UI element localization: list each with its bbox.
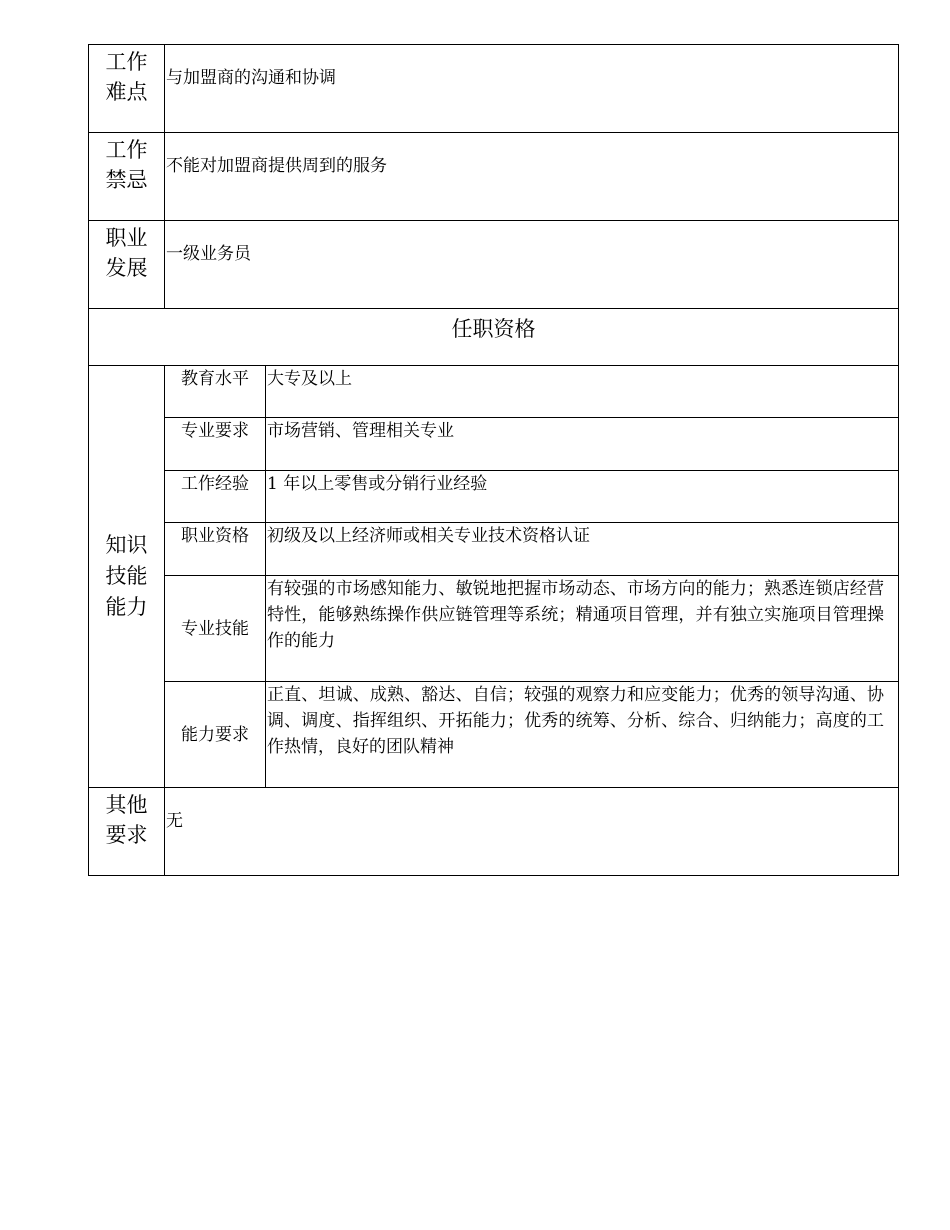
major-requirement-value: 市场营销、管理相关专业 (266, 418, 899, 471)
career-development-value: 一级业务员 (165, 221, 899, 309)
ability-requirements-value: 正直、坦诚、成熟、豁达、自信；较强的观察力和应变能力；优秀的领导沟通、协调、调度、指挥组织、开拓能力；优秀的统筹、分析、综合、归纳能力；高度的工作热情，良好的团队精神 (266, 682, 899, 788)
professional-qualification-label: 职业资格 (165, 523, 266, 576)
education-value: 大专及以上 (266, 366, 899, 418)
work-difficulty-value: 与加盟商的沟通和协调 (165, 45, 899, 133)
ability-requirements-label: 能力要求 (165, 682, 266, 788)
professional-skills-value: 有较强的市场感知能力、敏锐地把握市场动态、市场方向的能力；熟悉连锁店经营特性，能够熟练操作供应链管理等系统；精通项目管理，并有独立实施项目管理操作的能力 (266, 576, 899, 682)
work-experience-value: 1 年以上零售或分销行业经验 (266, 471, 899, 523)
row-ability-requirements (89, 682, 899, 788)
row-professional-skills (89, 576, 899, 682)
row-professional-qualification (89, 523, 899, 576)
work-experience-label: 工作经验 (165, 471, 266, 523)
other-requirements-label: 其他 要求 (89, 788, 165, 876)
education-label: 教育水平 (165, 366, 266, 418)
work-difficulty-label: 工作 难点 (89, 45, 165, 133)
row-education (89, 366, 899, 418)
work-taboo-label: 工作 禁忌 (89, 133, 165, 221)
row-work-experience (89, 471, 899, 523)
professional-skills-label: 专业技能 (165, 576, 266, 682)
professional-qualification-value: 初级及以上经济师或相关专业技术资格认证 (266, 523, 899, 576)
row-work-difficulty (89, 45, 899, 133)
qualification-section-title: 任职资格 (89, 309, 899, 366)
row-career-development (89, 221, 899, 309)
job-spec-table (88, 44, 899, 876)
row-other-requirements (89, 788, 899, 876)
row-qualification-title (89, 309, 899, 366)
row-major-requirement (89, 418, 899, 471)
job-description-document (88, 44, 899, 876)
major-requirement-label: 专业要求 (165, 418, 266, 471)
other-requirements-value: 无 (165, 788, 899, 876)
work-taboo-value: 不能对加盟商提供周到的服务 (165, 133, 899, 221)
knowledge-skills-ability-label: 知识 技能 能力 (89, 366, 165, 788)
career-development-label: 职业 发展 (89, 221, 165, 309)
row-work-taboo (89, 133, 899, 221)
